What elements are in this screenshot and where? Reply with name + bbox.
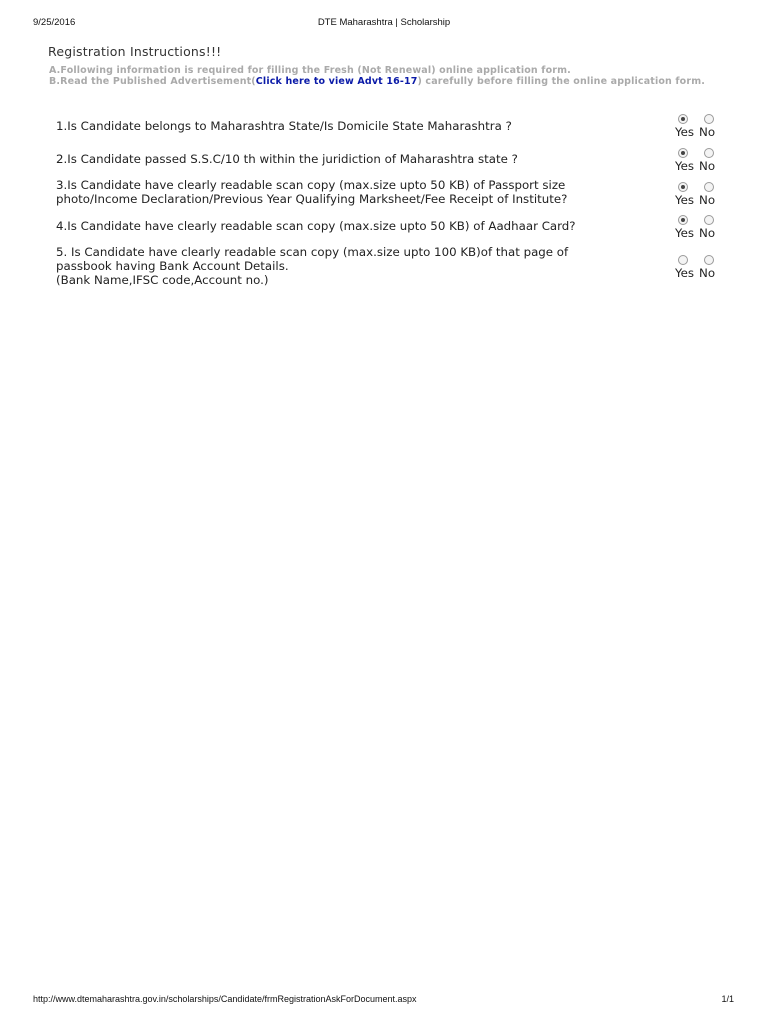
question-2 — [56, 152, 666, 166]
question-4-radio-group — [674, 215, 724, 245]
question-4-text: 4.Is Candidate have clearly readable scan copy (max.size upto 50 KB) of Aadhaar Card? — [56, 219, 576, 233]
question-5-yes-radio[interactable] — [678, 255, 688, 265]
question-3-no-label[interactable]: No — [699, 193, 716, 207]
registration-heading: Registration Instructions!!! — [48, 44, 222, 59]
question-2-no-label[interactable]: No — [699, 159, 716, 173]
question-5-no-label[interactable]: No — [699, 266, 716, 280]
question-5-yes-label[interactable]: Yes — [675, 266, 695, 280]
question-5-text-line2: passbook having Bank Account Details. — [56, 259, 289, 273]
question-1-radio-group — [674, 114, 724, 144]
print-page-title: DTE Maharashtra | Scholarship — [317, 17, 451, 28]
question-2-text: 2.Is Candidate passed S.S.C/10 th within the juridiction of Maharashtra state ? — [56, 152, 518, 166]
question-4-yes-radio[interactable] — [678, 215, 688, 225]
question-1-no-radio[interactable] — [704, 114, 714, 124]
print-footer — [0, 994, 768, 1008]
question-3-yes-radio[interactable] — [678, 182, 688, 192]
question-5-no-radio[interactable] — [704, 255, 714, 265]
question-1-no-label[interactable]: No — [699, 125, 716, 139]
print-page-count: 1/1 — [721, 994, 734, 1004]
print-url: http://www.dtemaharashtra.gov.in/scholarships/Candidate/frmRegistrationAskForDocument.aspx — [33, 994, 417, 1004]
instruction-b-suffix: ) carefully before filling the online application form. — [417, 76, 705, 87]
question-2-yes-label[interactable]: Yes — [675, 159, 695, 173]
question-1 — [56, 119, 666, 133]
print-date: 9/25/2016 — [33, 17, 76, 28]
question-3-text-line2: photo/Income Declaration/Previous Year Qualifying Marksheet/Fee Receipt of Institute? — [56, 192, 568, 206]
question-5-text-line3: (Bank Name,IFSC code,Account no.) — [56, 273, 269, 287]
question-4-no-radio[interactable] — [704, 215, 714, 225]
print-header — [0, 17, 768, 31]
instruction-b-prefix: B.Read the Published Advertisement( — [49, 76, 256, 87]
question-3 — [56, 178, 666, 206]
instruction-a: A.Following information is required for filling the Fresh (Not Renewal) online application form. — [49, 65, 571, 76]
question-1-text: 1.Is Candidate belongs to Maharashtra State/Is Domicile State Maharashtra ? — [56, 119, 512, 133]
question-2-radio-group — [674, 148, 724, 178]
advertisement-link[interactable]: Click here to view Advt 16-17 — [255, 76, 418, 87]
question-4 — [56, 219, 666, 233]
question-5-text-line1: 5. Is Candidate have clearly readable scan copy (max.size upto 100 KB)of that page of — [56, 245, 569, 259]
question-3-no-radio[interactable] — [704, 182, 714, 192]
question-3-text-line1: 3.Is Candidate have clearly readable scan copy (max.size upto 50 KB) of Passport size — [56, 178, 566, 192]
question-5 — [56, 245, 666, 287]
question-5-radio-group — [674, 255, 724, 285]
question-4-no-label[interactable]: No — [699, 226, 716, 240]
instruction-b — [49, 76, 705, 87]
question-3-radio-group — [674, 182, 724, 212]
question-1-yes-label[interactable]: Yes — [675, 125, 695, 139]
question-2-yes-radio[interactable] — [678, 148, 688, 158]
question-4-yes-label[interactable]: Yes — [675, 226, 695, 240]
question-1-yes-radio[interactable] — [678, 114, 688, 124]
question-2-no-radio[interactable] — [704, 148, 714, 158]
question-3-yes-label[interactable]: Yes — [675, 193, 695, 207]
